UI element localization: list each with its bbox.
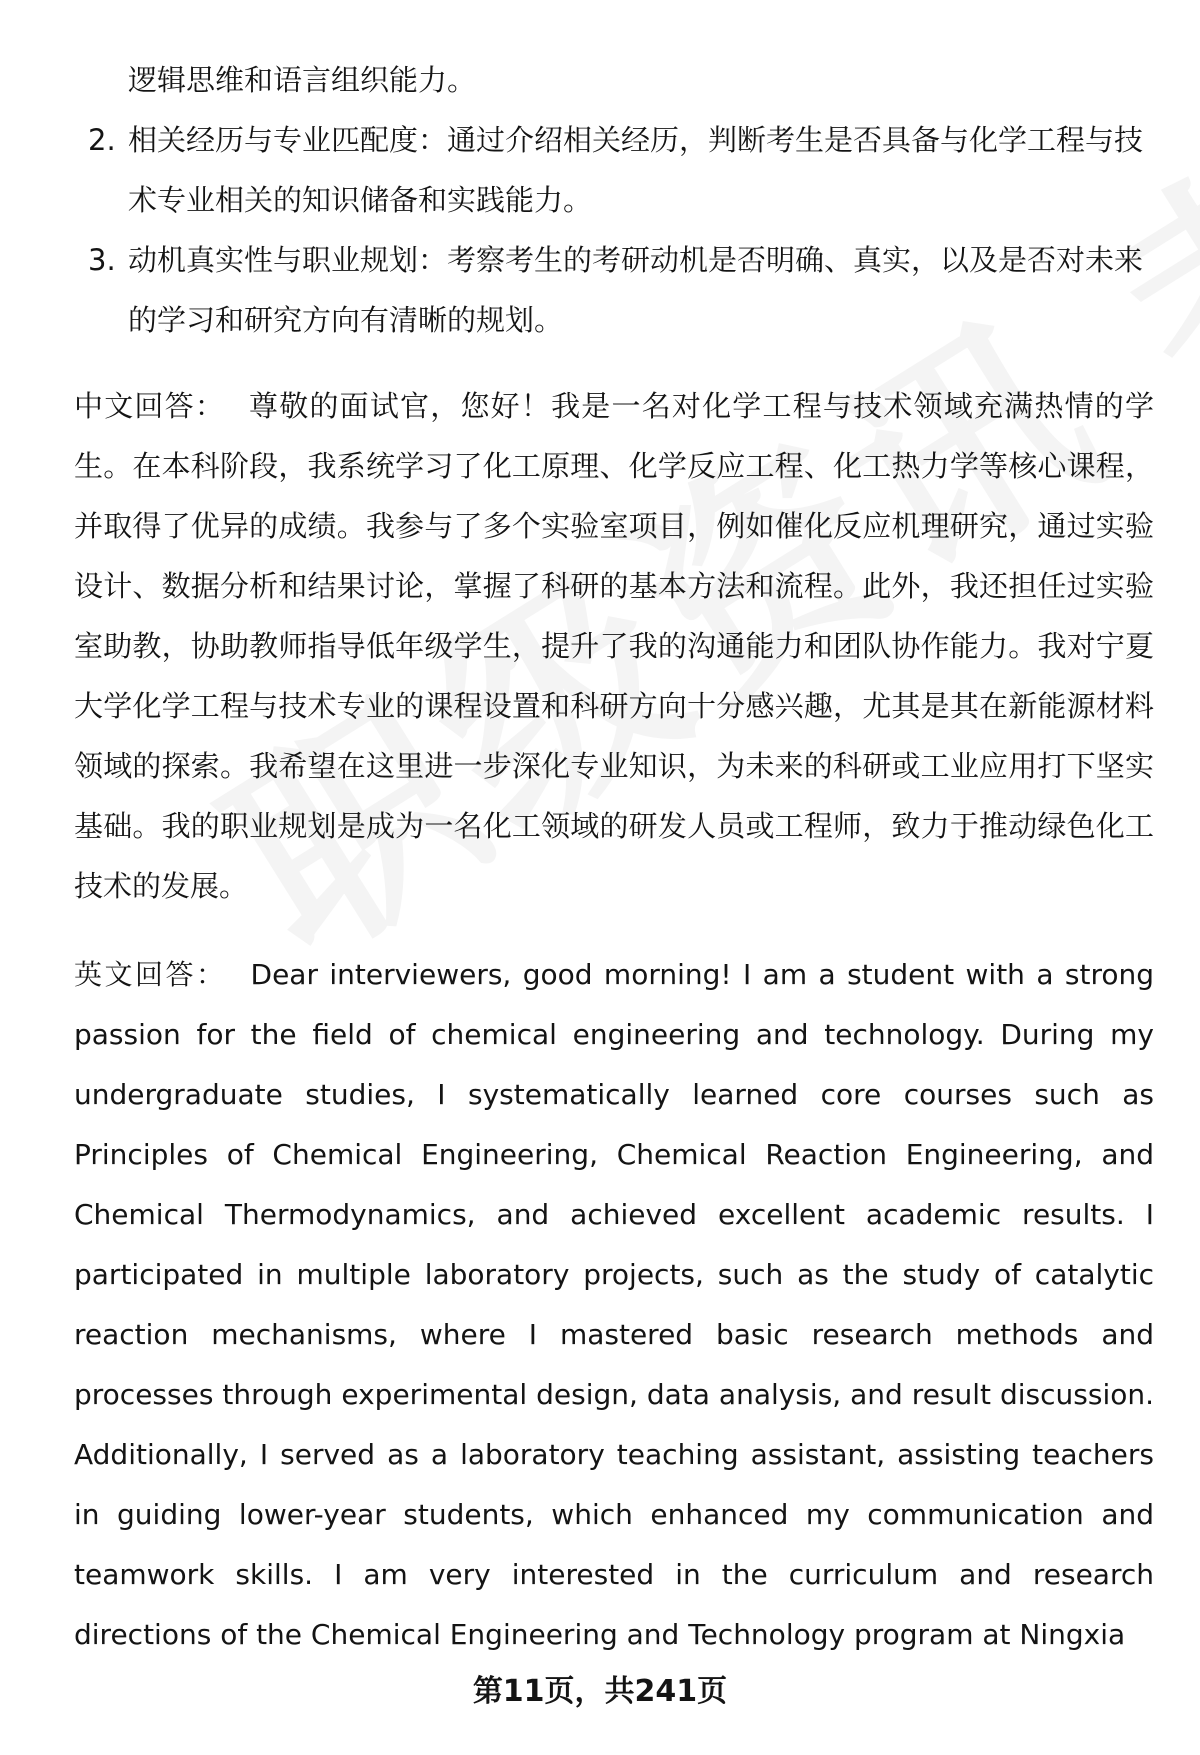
chinese-answer-label: 中文回答： bbox=[74, 389, 226, 423]
criteria-item-text: 动机真实性与职业规划：考察考生的考研动机是否明确、真实，以及是否对未来的学习和研究方向有清晰的规划。 bbox=[128, 243, 1144, 337]
criteria-item bbox=[74, 230, 1154, 350]
page-number-footer: 第11页，共241页 bbox=[472, 1674, 728, 1709]
chinese-answer-paragraph bbox=[74, 376, 1154, 916]
criteria-item bbox=[74, 110, 1154, 230]
english-answer-text: Dear interviewers, good morning! I am a student with a strong passion for the field of chemical engineering and technology. During my undergraduate studies, I systematically learned core courses such as Principles of Chemical Engineering, Chemical Reaction Engineering, and Chemical Thermodynamics, and achieved excellent academic results. I participated in multiple laboratory projects, such as the study of catalytic reaction mechanisms, where I mastered basic research methods and processes through experimental design, data analysis, and result discussion. Additionally, I served as a laboratory teaching assistant, assisting teachers in guiding lower-year students, which enhanced my communication and teamwork skills. I am very interested in the curriculum and research directions of the Chemical Engineering and Technology program at Ningxia bbox=[74, 958, 1154, 1651]
criteria-item-number: 3. bbox=[88, 243, 116, 277]
english-answer-paragraph bbox=[74, 945, 1154, 1665]
chinese-answer-text: 尊敬的面试官，您好！我是一名对化学工程与技术领域充满热情的学生。在本科阶段，我系统学习了化工原理、化学反应工程、化工热力学等核心课程，并取得了优异的成绩。我参与了多个实验室项目，例如催化反应机理研究，通过实验设计、数据分析和结果讨论，掌握了科研的基本方法和流程。此外，我还担任过实验室助教，协助教师指导低年级学生，提升了我的沟通能力和团队协作能力。我对宁夏大学化学工程与技术专业的课程设置和科研方向十分感兴趣，尤其是其在新能源材料领域的探索。我希望在这里进一步深化专业知识，为未来的科研或工业应用打下坚实基础。我的职业规划是成为一名化工领域的研发人员或工程师，致力于推动绿色化工技术的发展。 bbox=[74, 389, 1154, 903]
criteria-item-number: 2. bbox=[88, 123, 116, 157]
english-answer-label: 英文回答： bbox=[74, 958, 227, 991]
criteria-continuation: 逻辑思维和语言组织能力。 bbox=[128, 63, 477, 97]
criteria-list bbox=[74, 110, 1154, 350]
page-content bbox=[74, 50, 1154, 1693]
criteria-item-text: 相关经历与专业匹配度：通过介绍相关经历，判断考生是否具备与化学工程与技术专业相关的知识储备和实践能力。 bbox=[128, 123, 1144, 217]
